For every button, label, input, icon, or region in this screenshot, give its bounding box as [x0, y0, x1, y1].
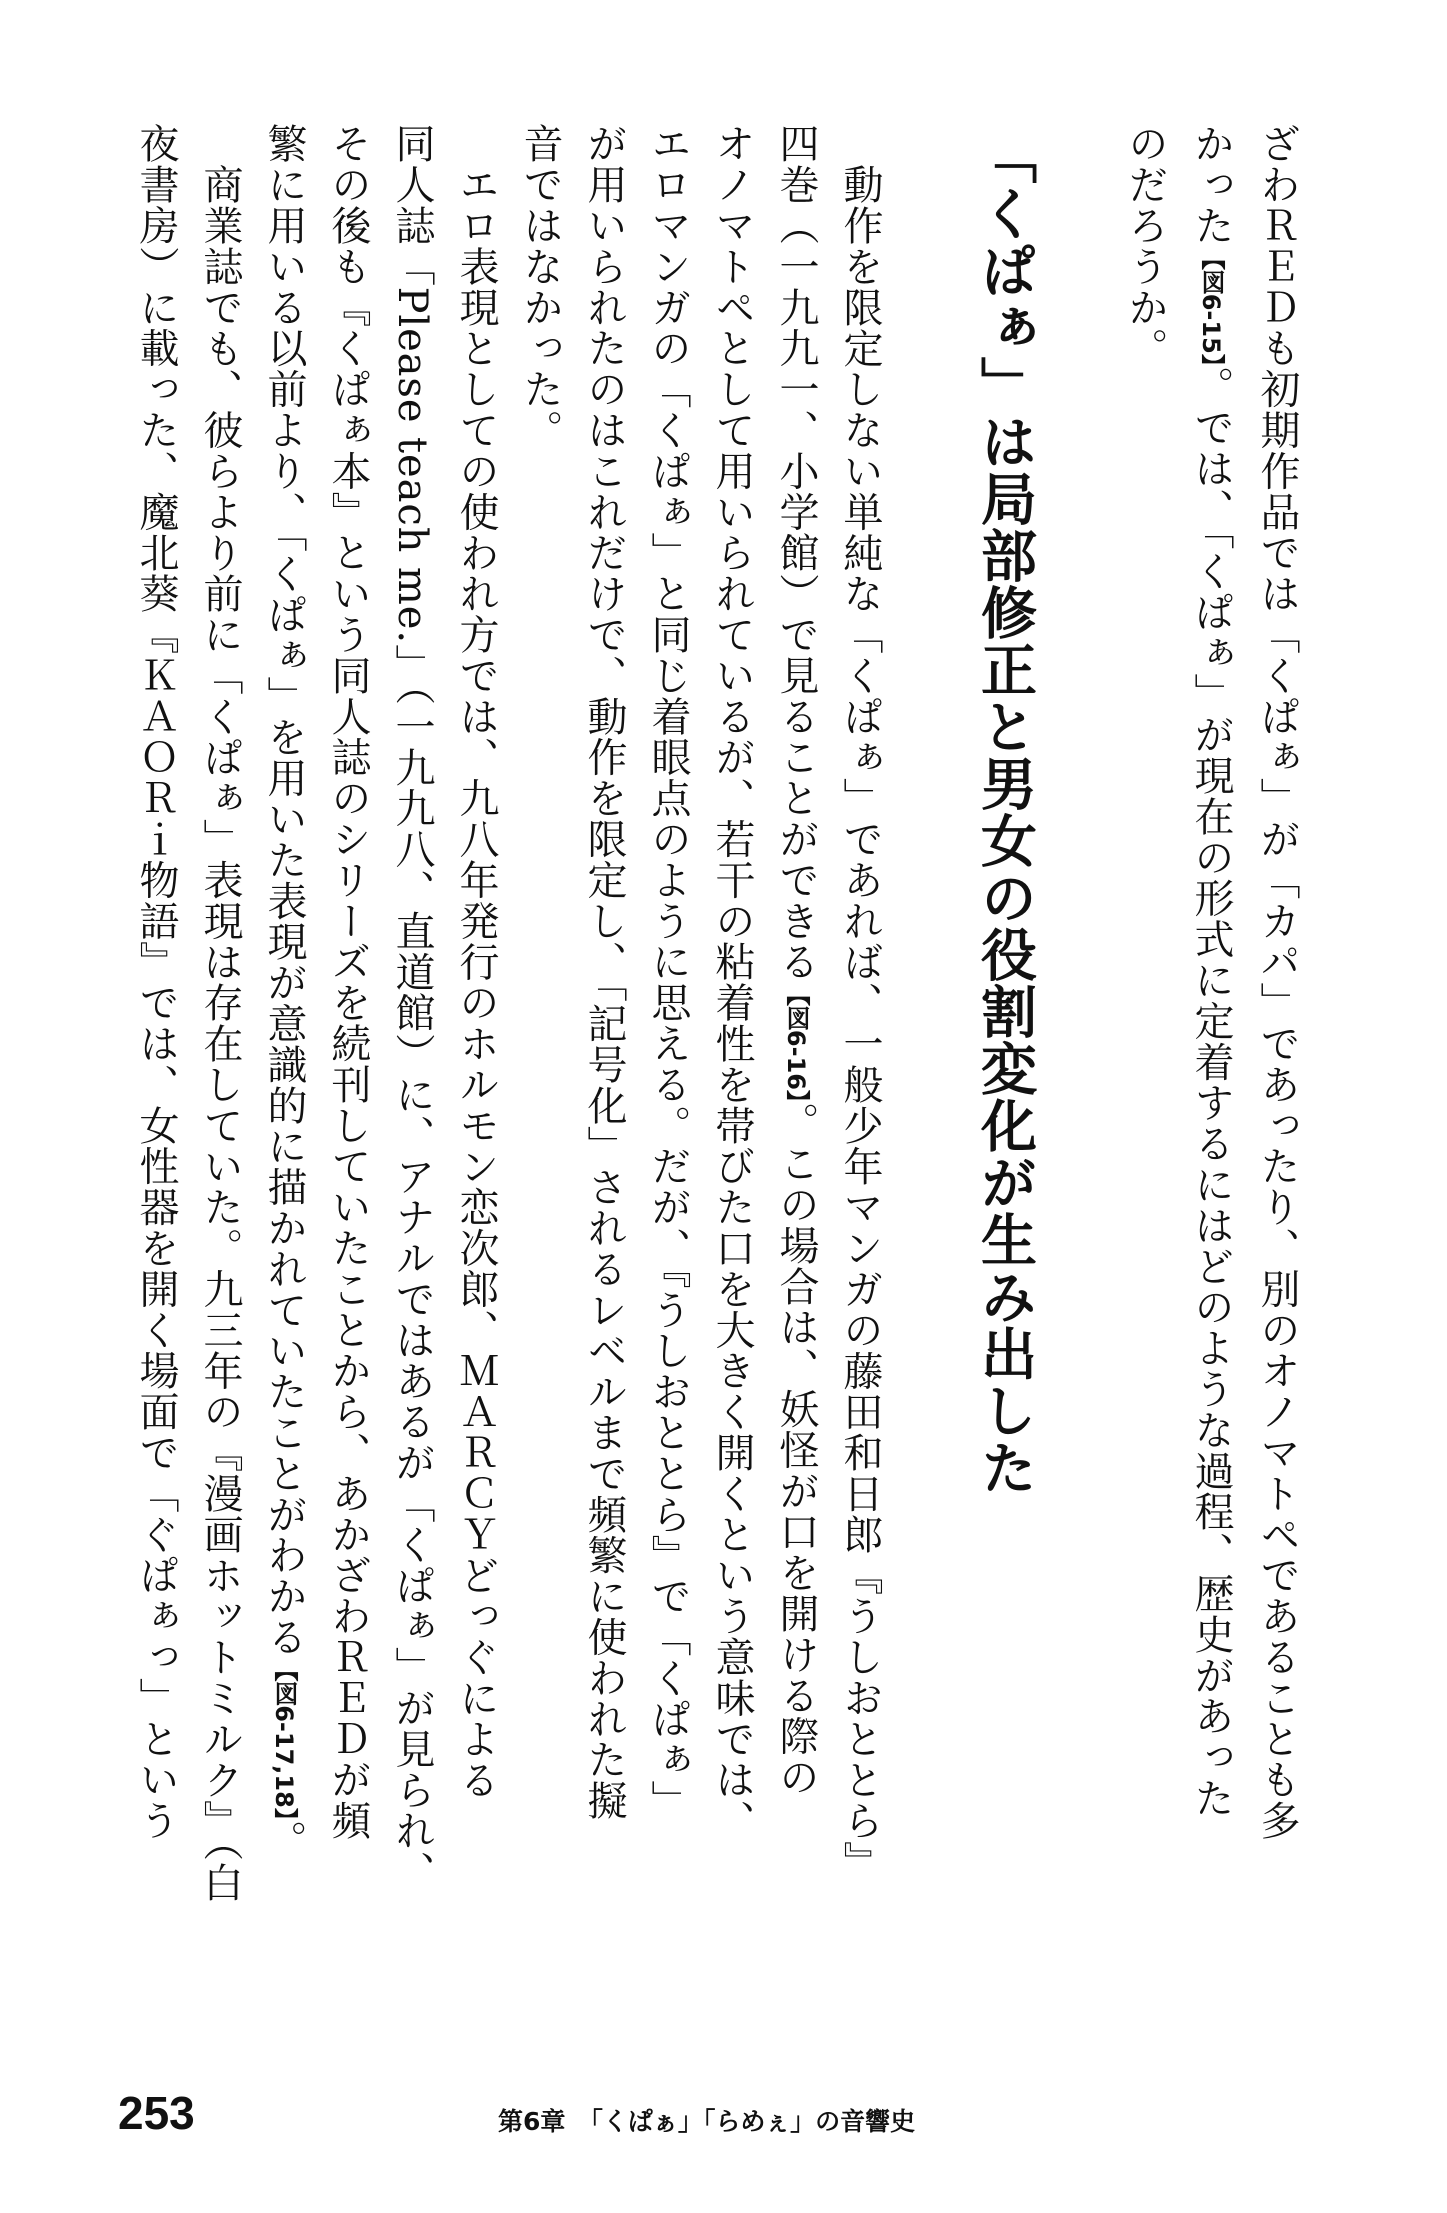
text-segment: 。では、「くぱぁ」が現在の形式に定着するにはどのような過程、歴史があった: [1188, 365, 1234, 1819]
figure-reference: 【図6-16】: [782, 981, 810, 1102]
text-line: エロマンガの「くぱぁ」と同じ着眼点のように思える。だが、『うしおととら』で「くぱぁ」: [645, 123, 691, 1821]
text-line: 音ではなかった。: [517, 123, 563, 451]
text-segment: 。: [261, 1819, 307, 1861]
text-line: [261, 123, 307, 1863]
running-head: 第6章 「くぱぁ」「らめぇ」の音響史: [498, 2107, 916, 2136]
text-line: エロ表現としての使われ方では、九八年発行のホルモン恋次郎、ＭＡＲＣＹどっぐによる: [453, 164, 499, 1800]
text-line: が用いられたのはこれだけで、動作を限定し、「記号化」されるレベルまで頻繁に使われた擬: [581, 123, 627, 1821]
text-segment: 。この場合は、妖怪が口を開ける際の: [773, 1101, 819, 1798]
text-line: その後も『くぱぁ本』という同人誌のシリーズを続刊していたことから、あかざわＲＥＤが頻: [325, 123, 371, 1841]
text-line: のだろうか。: [1122, 123, 1168, 369]
text-segment: かった: [1188, 123, 1234, 246]
section-heading: 「くぱぁ」は局部修正と男女の役割変化が生み出した: [972, 128, 1037, 1496]
figure-reference: 【図6-15】: [1197, 245, 1225, 366]
text-line: 動作を限定しない単純な「くぱぁ」であれば、一般少年マンガの藤田和日郎『うしおととら』: [837, 164, 883, 1882]
text-line: オノマトペとして用いられているが、若干の粘着性を帯びた口を大きく開くという意味では、: [709, 123, 755, 1841]
text-line: [1188, 123, 1234, 1863]
text-segment: 繁に用いる以前より、「くぱぁ」を用いた表現が意識的に描かれていたことがわかる: [261, 123, 307, 1658]
figure-reference: 【図6-17,18】: [270, 1657, 298, 1820]
text-line: [773, 123, 819, 1863]
text-line: ざわＲＥＤも初期作品では「くぱぁ」が「カパ」であったり、別のオノマトペであることも多: [1254, 123, 1300, 1841]
page-number: 253: [118, 2087, 195, 2139]
text-segment: 四巻（一九九一、小学館）で見ることができる: [773, 123, 819, 982]
text-line: 商業誌でも、彼らより前に「くぱぁ」表現は存在していた。九三年の『漫画ホットミルク』（白: [197, 164, 243, 1903]
text-line: 同人誌「Please teach me.」（一九九八、直道館）に、アナルではあるが「くぱぁ」が見られ、: [389, 123, 435, 1892]
text-line: 夜書房）に載った、魔北葵『ＫＡＯＲｉ物語』では、女性器を開く場面で「ぐぱぁっ」という: [133, 123, 179, 1841]
